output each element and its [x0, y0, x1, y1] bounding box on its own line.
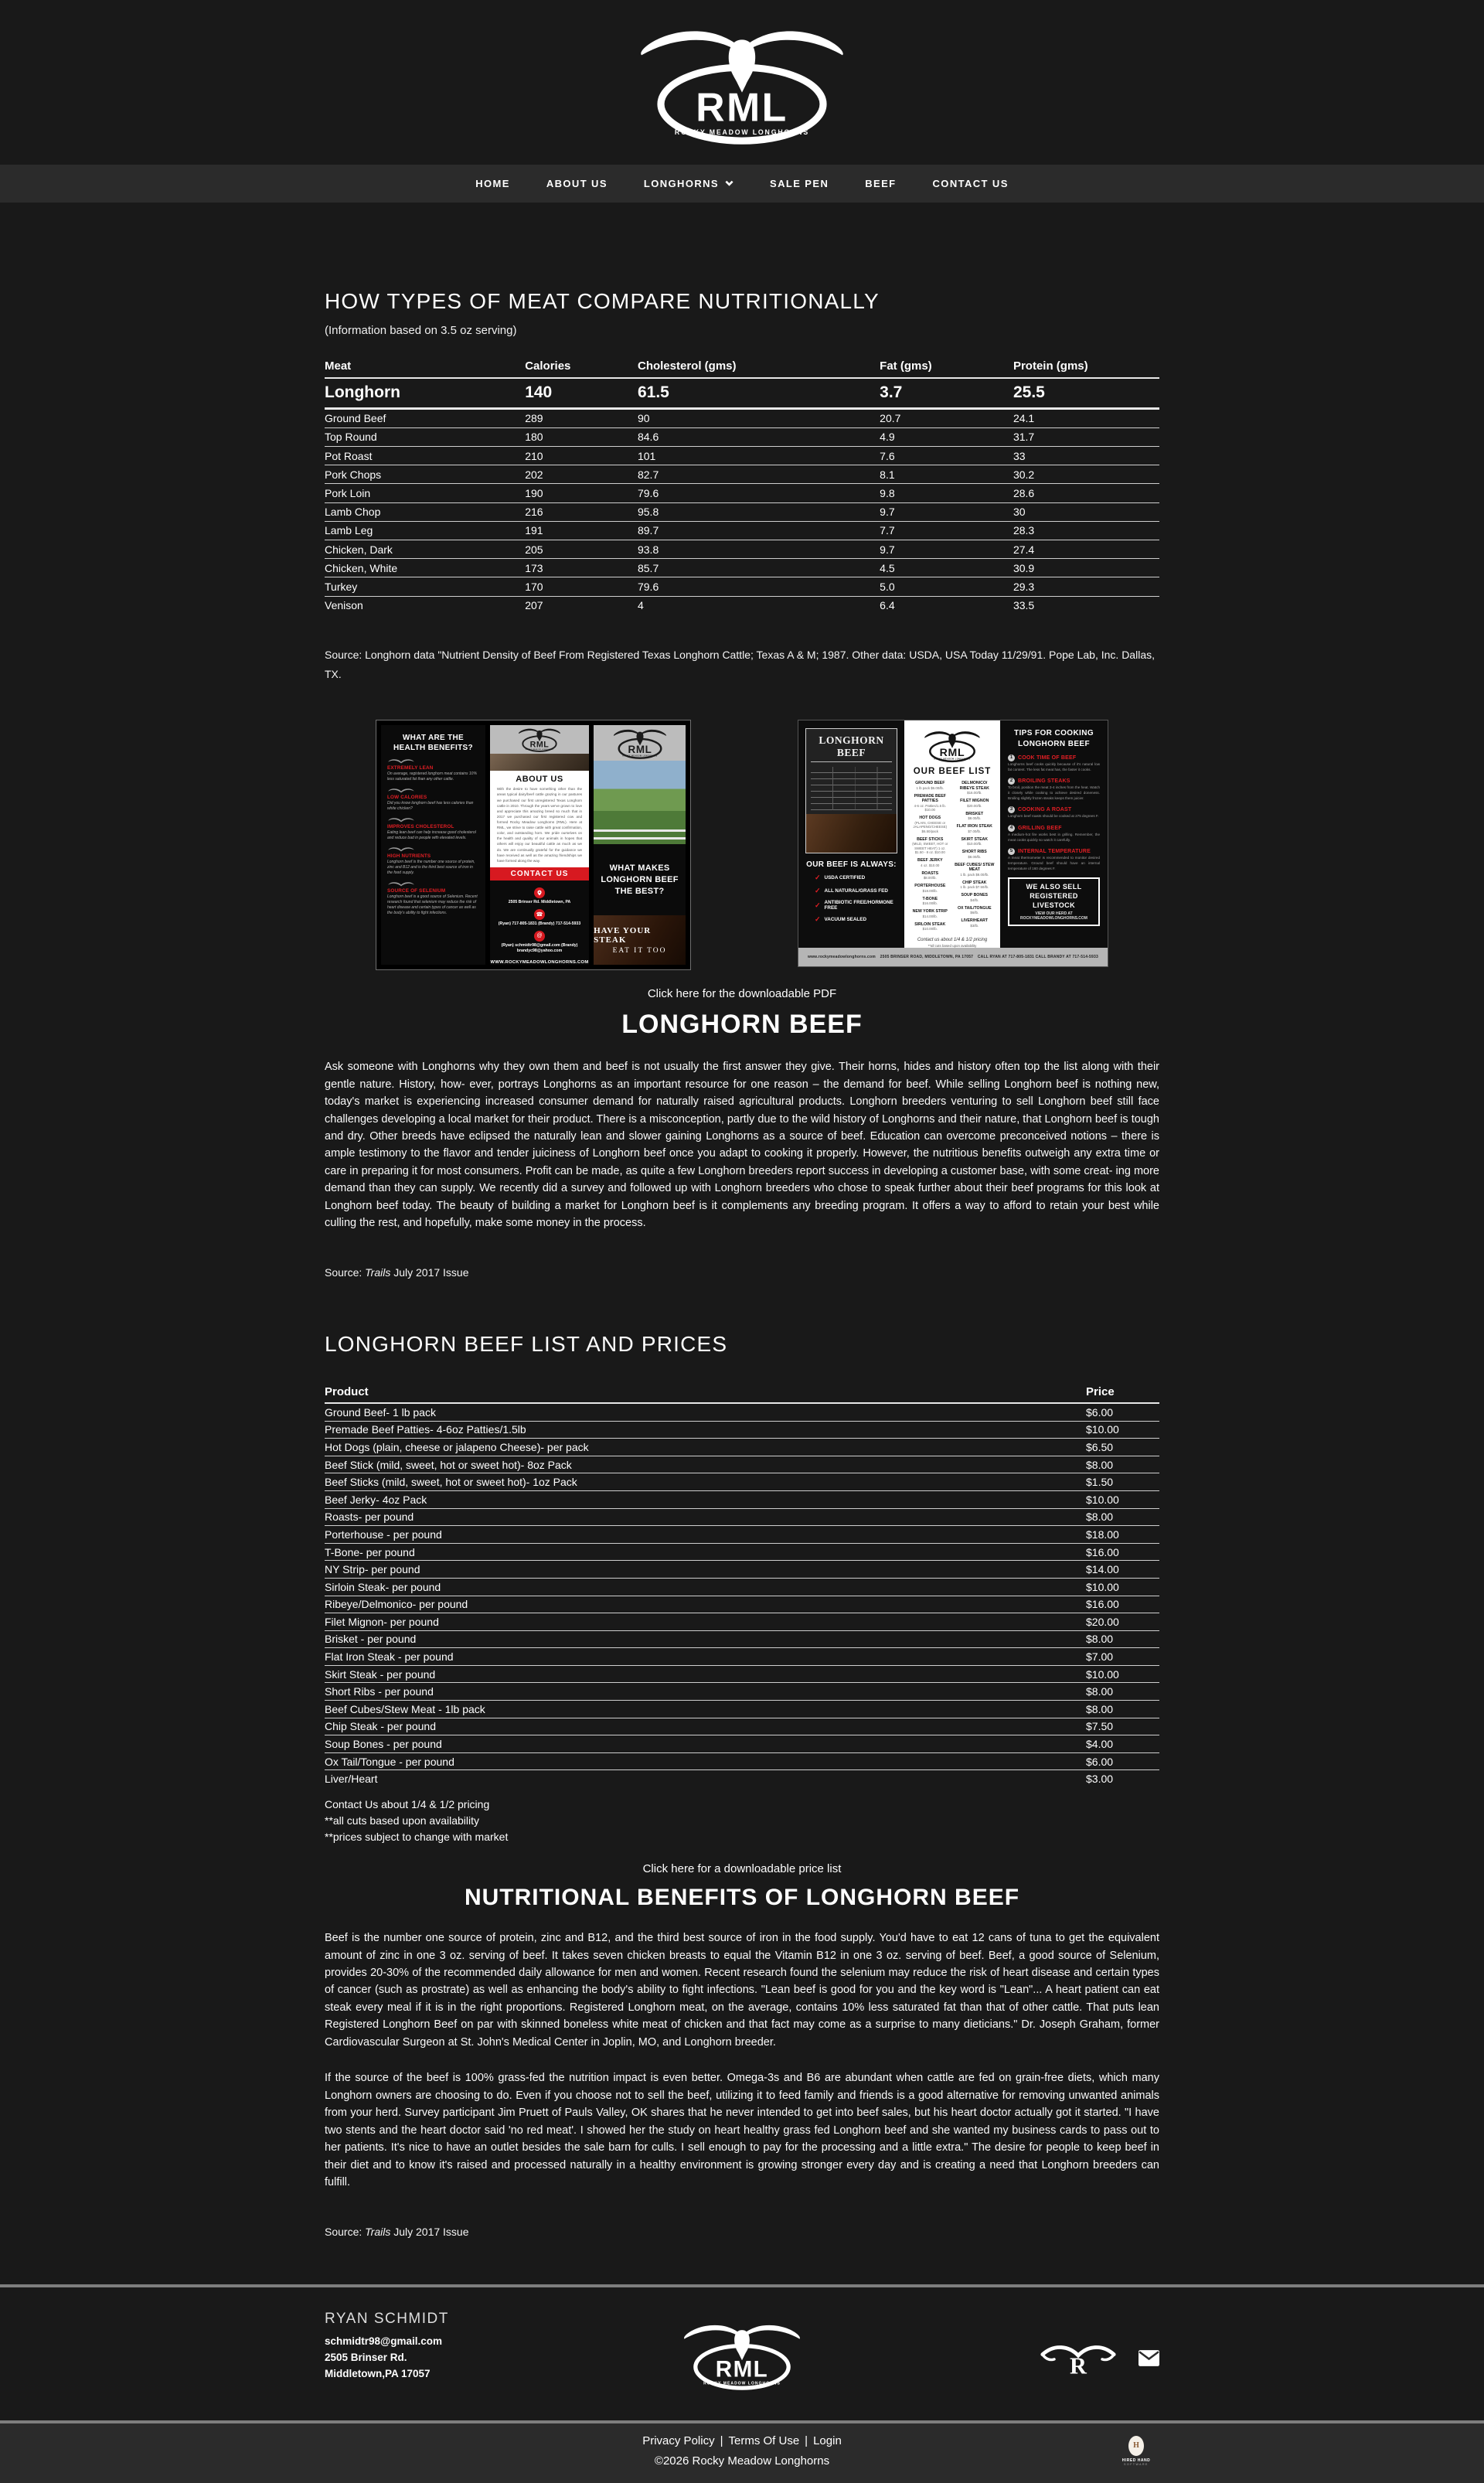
- svg-text:ROCKY MEADOW LONGHORNS: ROCKY MEADOW LONGHORNS: [703, 2381, 781, 2386]
- svg-text:RML: RML: [696, 84, 788, 130]
- brochure1-website: WWW.ROCKYMEADOWLONGHORNS.COM: [490, 960, 589, 966]
- brochure1-phones: (Ryan) 717-805-1831 (Brandy) 717-514-5933: [498, 921, 581, 926]
- chalkboard-table: [811, 767, 892, 810]
- beef-list-item: BEEF JERKY 4 oz. $10.00: [917, 858, 943, 867]
- cooking-tip: 4 GRILLING BEEF A medium-hot fire works best in grilling. Remember, the meat cooks quickly so watch it carefully.: [1008, 825, 1101, 842]
- phone-icon: ☎: [534, 909, 545, 920]
- price-row: Soup Bones - per pound $4.00: [325, 1735, 1159, 1753]
- nutrition-row: Pork Loin 190 79.6 9.8 28.6: [325, 484, 1159, 502]
- price-row: Beef Jerky- 4oz Pack $10.00: [325, 1490, 1159, 1508]
- copyright: ©2026 Rocky Meadow Longhorns: [654, 2454, 830, 2468]
- email-icon[interactable]: [1139, 2350, 1159, 2370]
- beef-list-item: PREMADE BEEF PATTIES 4-6 oz. Patties/1.5 lb. $10.00: [914, 793, 946, 812]
- nav-item-contact-us[interactable]: CONTACT US: [932, 177, 1009, 189]
- brochure2-middle-panel: RML ROCKY MEADOW LONGHORNS OUR BEEF LIST GROUND BEEF 1 lb pack $6.00/lb. PREMADE BEEF PATTIES 4-6 oz. Patties/1.5 lb. $10.00 HOT DOGS (PLAIN, CHEESE or JALAPENO/CHEESE) $6.50/pack BEEF STICKS (MILD, SWEET, HOT or SWEET HEAT) 1 oz. $1.50 - 8 oz. $10.00 BEEF JERKY 4 oz. $10.00 ROASTS $8.00/lb. PORTERHOUSE $18.00/lb. T-BONE $16.00/lb. NEW YORK STRIP $14.00/lb. SIRLOIN STEAK $10.00/lb. DELMONICO/ RIBEYE STEAK $16.00/lb. FILET MIGNON $20.00/lb. BRISKET $8.00/lb. FLAT IRON STEAK $7.00/lb. SKIRT STEAK $10.00/lb. SHORT RIBS $8.00/lb. BEEF CUBES/ STEW MEAT 1 lb. pack $8.00/lb. CHIP STEAK 1 lb. pack $7.50/lb. SOUP BONES $4/lb. OX TAIL/TONGUE $6/lb. LIVER/HEART $3/lb. Contact us about 1/4 & 1/2 pricing **all cuts based upon availability: [904, 720, 1000, 966]
- longhorn-icon: [387, 881, 415, 887]
- beef-list-item: ROASTS $8.00/lb.: [921, 870, 939, 880]
- site-footer: [0, 2284, 1484, 2420]
- family-photo: [490, 754, 589, 771]
- nav-item-about-us[interactable]: ABOUT US: [546, 177, 608, 189]
- footer-links: [325, 2434, 1159, 2447]
- price-table: [325, 1381, 1159, 1787]
- longhorn-icon: [387, 846, 415, 853]
- nutrition-row-longhorn: Longhorn 140 61.5 3.7 25.5: [325, 378, 1159, 409]
- brochure1-right-panel: [594, 725, 686, 965]
- beef-list-item: SKIRT STEAK $10.00/lb.: [961, 836, 989, 846]
- price-list-download-link[interactable]: Click here for a downloadable price list: [642, 1862, 842, 1876]
- nutrition-source: Source: Longhorn data "Nutrient Density of Beef From Registered Texas Longhorn Cattle; Texas A & M; 1987. Other data: USDA, USA Today 11/29/91. Pope Lab, Inc. Dallas, TX.: [325, 648, 1155, 680]
- nutrition-row: Chicken, Dark 205 93.8 9.7 27.4: [325, 540, 1159, 558]
- checklist-item: ✓ ANTIBIOTIC FREE/HORMONE FREE: [815, 900, 893, 911]
- brochure2-right-panel: [1000, 720, 1108, 966]
- nutrition-row: Pork Chops 202 82.7 8.1 30.2: [325, 465, 1159, 484]
- brochure1-emails: (Ryan) schmidtr98@gmail.com (Brandy) brandyc98@yahoo.com: [501, 942, 578, 954]
- nutrition-col-header: Meat: [325, 356, 525, 378]
- nutrition-row: Chicken, White 173 85.7 4.5 30.9: [325, 559, 1159, 577]
- nav-item-home[interactable]: HOME: [475, 177, 510, 189]
- nutrition-col-header: Fat (gms): [880, 356, 1013, 378]
- benefits-source: Source: Trails July 2017 Issue: [325, 2225, 469, 2238]
- svg-text:ROCKY MEADOW LONGHORNS: ROCKY MEADOW LONGHORNS: [674, 128, 810, 136]
- brochure2-logo: [910, 727, 995, 764]
- nutrition-row: Ground Beef 289 90 20.7 24.1: [325, 408, 1159, 427]
- cooking-tip: 1 COOK TIME OF BEEF Longhorns beef cooks quickly because of it's natural low fat content. The less fat meat has, the faster it cooks.: [1008, 754, 1101, 771]
- health-benefit-item: IMPROVES CHOLESTEROL Eating lean beef can help increase good cholesterol and reduce bad in people with elevated levels.: [387, 817, 479, 841]
- beef-list-item: BEEF CUBES/ STEW MEAT 1 lb. pack $8.00/lb.: [955, 862, 995, 877]
- brochure1-left-title: WHAT ARE THE HEALTH BENEFITS?: [393, 734, 473, 753]
- cooking-tip: 5 INTERNAL TEMPERATURE A meat thermometer is recommended to monitor desired temperature. Ground beef should have an internal temperature of 160 degrees F.: [1008, 848, 1101, 870]
- svg-text:RML: RML: [715, 2356, 769, 2383]
- brochure1-left-panel: [381, 725, 485, 965]
- brochure1-middle-panel: [490, 725, 589, 965]
- beef-list-item: OX TAIL/TONGUE $6/lb.: [957, 905, 992, 915]
- nutrition-title: HOW TYPES OF MEAT COMPARE NUTRITIONALLY: [325, 288, 880, 313]
- beef-list-col1: [910, 781, 951, 935]
- brochure2-footer-strip: www.rockymeadowlonghorns.com 2505 BRINSER ROAD, MIDDLETOWN, PA 17057 CALL RYAN AT 717-805-1831 CALL BRANDY AT 717-514-5933: [798, 948, 1108, 966]
- longhorn-brand-icon[interactable]: [1038, 2338, 1118, 2382]
- beef-list-item: T-BONE $16.00/lb.: [922, 896, 938, 906]
- svg-text:ROCKY MEADOW LONGHORNS: ROCKY MEADOW LONGHORNS: [621, 755, 658, 758]
- beef-list-item: HOT DOGS (PLAIN, CHEESE or JALAPENO/CHEESE) $6.50/pack: [913, 816, 948, 833]
- price-row: Short Ribs - per pound $8.00: [325, 1683, 1159, 1701]
- nutrition-col-header: Protein (gms): [1013, 356, 1159, 378]
- price-row: Roasts- per pound $8.00: [325, 1508, 1159, 1526]
- rml-longhorn-logo: [516, 725, 563, 754]
- check-icon: ✓: [815, 887, 821, 895]
- brochure2-left-panel: [798, 720, 904, 966]
- longhorn-icon: [387, 758, 415, 765]
- checklist-item: ✓ USDA CERTIFIED: [815, 874, 866, 882]
- tip-number: 1: [1008, 754, 1015, 761]
- chalkboard-title: LONGHORN BEEF: [811, 734, 892, 762]
- email-at-icon: @: [534, 931, 545, 942]
- beef-list-title: OUR BEEF LIST: [913, 767, 992, 777]
- nutrition-table: [325, 356, 1159, 615]
- longhorn-beef-title: LONGHORN BEEF: [621, 1010, 863, 1040]
- nav-item-beef[interactable]: BEEF: [865, 177, 897, 189]
- contact-us-bar: CONTACT US: [490, 867, 589, 880]
- contact-name: RYAN SCHMIDT: [325, 2310, 449, 2327]
- nutrition-col-header: Calories: [525, 356, 638, 378]
- tip-number: 3: [1008, 806, 1015, 813]
- brochure-image-beef-list: [798, 720, 1108, 967]
- nav-item-sale-pen[interactable]: SALE PEN: [770, 177, 829, 189]
- footer-link-login[interactable]: Login: [813, 2434, 842, 2447]
- brochure1-question: WHAT MAKES LONGHORN BEEF THE BEST?: [601, 863, 679, 896]
- pdf-download-link[interactable]: Click here for the downloadable PDF: [647, 987, 837, 1001]
- longhorn-icon: [387, 817, 415, 823]
- price-col-price: Price: [1086, 1381, 1159, 1403]
- main-nav: [0, 165, 1484, 203]
- link-separator: |: [805, 2434, 808, 2447]
- checklist-item: ✓ ALL NATURAL/GRASS FED: [815, 887, 888, 895]
- footer-link-terms-of-use[interactable]: Terms Of Use: [728, 2434, 800, 2447]
- link-separator: |: [720, 2434, 723, 2447]
- beef-list-item: GROUND BEEF 1 lb pack $6.00/lb.: [915, 781, 945, 790]
- beef-list-item: BEEF STICKS (MILD, SWEET, HOT or SWEET HEAT) 1 oz. $1.50 - 8 oz. $10.00: [912, 836, 948, 855]
- health-benefit-item: SOURCE OF SELENIUM Longhorn beef is a good source of Selenium. Recent research found that selenium may reduce the risk of heart disease and certain types of cancer as well as the body's ability to fight infections.: [387, 881, 479, 916]
- cooking-tip: 3 COOKING A ROAST Longhorn beef roasts should be cooked at 275 degrees F.: [1008, 806, 1099, 819]
- beef-always-list: [805, 874, 897, 924]
- price-row: Porterhouse - per pound $18.00: [325, 1526, 1159, 1544]
- footer-logo: [676, 2315, 808, 2393]
- beef-list-item: SOUP BONES $4/lb.: [961, 893, 989, 902]
- price-row: Beef Cubes/Stew Meat - 1lb pack $8.00: [325, 1701, 1159, 1718]
- price-row: Brisket - per pound $8.00: [325, 1630, 1159, 1648]
- tips-title: TIPS FOR COOKING LONGHORN BEEF: [1013, 729, 1094, 748]
- nav-item-longhorns[interactable]: LONGHORNS: [644, 178, 733, 189]
- steak-photo: HAVE YOUR STEAK EAT IT TOO: [594, 915, 686, 965]
- svg-text:RML: RML: [529, 740, 550, 750]
- check-icon: ✓: [815, 874, 821, 882]
- cooking-tip: 2 BROILING STEAKS To broil, position the meat 3-4 inches from the heat. Watch it closely while cooking to achieve desired doneness. Broiling slightly frozen steaks keeps them juicier.: [1008, 778, 1101, 800]
- svg-text:R: R: [1070, 2352, 1087, 2378]
- price-row: Flat Iron Steak - per pound $7.00: [325, 1648, 1159, 1666]
- brochure-image-health-benefits: [376, 720, 691, 970]
- health-benefit-item: HIGH NUTRIENTS Longhorn beef is the number one source of protein, zinc and B12 and is the third best source of iron in the food supply.: [387, 846, 479, 876]
- beef-always-title: OUR BEEF IS ALWAYS:: [806, 860, 897, 870]
- beef-list-item: FLAT IRON STEAK $7.00/lb.: [956, 824, 992, 833]
- price-row: Liver/Heart $3.00: [325, 1773, 1114, 1786]
- nutrition-row: Turkey 170 79.6 5.0 29.3: [325, 577, 1159, 596]
- nutrition-row: Lamb Leg 191 89.7 7.7 28.3: [325, 521, 1159, 540]
- check-icon: ✓: [815, 915, 821, 924]
- beef-list-item: LIVER/HEART $3/lb.: [961, 918, 989, 928]
- longhorn-icon: [387, 788, 415, 794]
- steak-board-photo: [806, 814, 897, 853]
- nutrition-header-row: [325, 356, 1159, 378]
- price-row: Skirt Steak - per pound $10.00: [325, 1665, 1159, 1683]
- longhorn-beef-source: Source: Trails July 2017 Issue: [325, 1265, 469, 1279]
- price-row: T-Bone- per pound $16.00: [325, 1543, 1159, 1561]
- price-row: Beef Sticks (mild, sweet, hot or sweet hot)- 1oz Pack $1.50: [325, 1473, 1159, 1491]
- price-row: Sirloin Steak- per pound $10.00: [325, 1578, 1159, 1596]
- price-row: Ground Beef- 1 lb pack $6.00: [325, 1403, 1159, 1421]
- price-col-product: Product: [325, 1381, 1086, 1403]
- rml-longhorn-logo: [610, 725, 670, 761]
- beef-list-contact-line: Contact us about 1/4 & 1/2 pricing: [917, 938, 988, 943]
- price-list-title: LONGHORN BEEF LIST AND PRICES: [325, 1331, 728, 1356]
- brochure1-logo: [490, 725, 589, 754]
- hired-hand-logo[interactable]: H HIRED HAND SOFTWARE: [1118, 2436, 1155, 2466]
- beef-list-item: FILET MIGNON $20.00/lb.: [960, 799, 989, 808]
- brochure1-address: 2505 Brinser Rd. Middletown, PA: [508, 899, 571, 904]
- price-notes: Contact Us about 1/4 & 1/2 pricing **all cuts based upon availability **prices subject to change with market: [325, 1798, 509, 1844]
- site-logo[interactable]: [626, 14, 858, 151]
- pasture-photo: [594, 761, 686, 844]
- longhorn-beef-paragraph: Ask someone with Longhorns why they own them and beef is not usually the first answer they give. Their horns, hides and history often top the list along with their gentle nature. History, how- ever, portrays Longhorns as an important resource for one reason – the demand for beef. While selling Longhorn beef is nothing new, today's market is experiencing increased consumer demand for naturally raised agricultural products. Longhorn breeders venturing to sell Longhorn beef still face challenges developing a local market for their product. There is a misconception, partly due to the wild history of Longhorns and their nature, that Longhorn beef is tough and dry. Other breeds have eclipsed the naturally lean and slower gaining Longhorns as a source of beef. Education can overcome preconceived notions – there is ample testimony to the flavor and tender juiciness of Longhorn beef once you adapt to cooking it properly. However, the nutritious benefits outweigh any extra time or care in preparing it for most consumers. Profit can be made, as quite a few Longhorn breeders report success in developing a customer base, with some creat- ing more demand than they can supply. We recently did a survey and followed up with Longhorn breeders who chose to speak further about their beef programs for this look at Longhorn beef today. The beauty of building a market for Longhorn beef is it complements any breeding program. It offers a way to afford to retain your best while culling the rest, and hopefully, make some money in the process.: [325, 1061, 1159, 1230]
- price-row: NY Strip- per pound $14.00: [325, 1561, 1159, 1579]
- price-row: Ribeye/Delmonico- per pound $16.00: [325, 1596, 1159, 1613]
- svg-text:RML: RML: [628, 744, 652, 756]
- about-us-title: ABOUT US: [516, 775, 563, 785]
- price-row: Filet Mignon- per pound $20.00: [325, 1613, 1159, 1631]
- about-us-text: With the desire to have something other than the areas typical dairy/beef cattle grazing in our pastures we purchased our first unregistered Texas Longhorn cattle in 2010. Through the years we've grown to love and appreciate this amazing breed so much that in 2017 we purchased our first registered cow and formed Rocky Meadow Longhorns (RML). Here at RML, we strive to raise cattle with great confirmation, color, and outstanding horn. We pride ourselves on the health and quality of our animals in hopes that others will enjoy our beautiful cattle as much as we do. We are continually grateful for the guidance we have received as well as the amazing friendships we have formed along the way.: [496, 787, 583, 863]
- beef-list-item: PORTERHOUSE $18.00/lb.: [914, 884, 946, 893]
- svg-text:RML: RML: [939, 745, 965, 758]
- hired-hand-monogram: H: [1128, 2436, 1144, 2456]
- contact-address-line2: Middletown,PA 17057: [325, 2367, 431, 2379]
- chevron-down-icon: [725, 180, 733, 186]
- site-header: [0, 0, 1484, 165]
- svg-text:ROCKY MEADOW LONGHORNS: ROCKY MEADOW LONGHORNS: [934, 758, 971, 761]
- check-icon: ✓: [815, 901, 821, 909]
- nutrition-row: Pot Roast 210 101 7.6 33: [325, 447, 1159, 465]
- benefits-paragraph-2: If the source of the beef is 100% grass-fed the nutrition impact is even better. Omega-3s and B6 are abundant when cattle are fed on grain-free diets, which many Longhorn owners are choosing to do. Even if you choose not to sell the beef, utilizing it to feed family and friends is a good alternative for removing unwanted animals from your herd. Survey participant Jim Pruett of Pauls Valley, OK shares that he never intended to get into beef sales, but his heart doctor actually got it started. "I have two stents and the heart doctor said 'no red meat'. I showed her the study on heart healthy grass fed Longhorn beef and she wanted my business cards to pass out to her patients. It's nice to have an outlet besides the sale barn for culls. I sell enough to pay for the processing and a little extra." The desire for people to keep beef in their diet and to know it's raised and processed naturally in a healthy environment is growing stronger every day and is creating a need that Longhorn breeders can fulfill.: [325, 2072, 1159, 2189]
- checklist-item: ✓ VACUUM SEALED: [815, 915, 867, 924]
- beef-list-item: DELMONICO/ RIBEYE STEAK $16.00/lb.: [959, 781, 989, 795]
- nutrition-row: Venison 207 4 6.4 33.5: [325, 599, 1035, 612]
- tips-list: [1008, 754, 1100, 872]
- tip-number: 4: [1008, 825, 1015, 832]
- nutrition-subtitle: (Information based on 3.5 oz serving): [325, 323, 517, 337]
- nutrition-col-header: Cholesterol (gms): [638, 356, 880, 378]
- nutrition-row: Top Round 180 84.6 4.9 31.7: [325, 427, 1159, 446]
- health-benefits-list: [387, 758, 479, 916]
- beef-list-col2: [955, 781, 996, 935]
- price-row: Hot Dogs (plain, cheese or jalapeno Cheese)- per pack $6.50: [325, 1439, 1159, 1456]
- rml-longhorn-logo: [921, 727, 984, 764]
- beef-list-item: BRISKET $8.00/lb.: [965, 811, 984, 821]
- benefits-title: NUTRITIONAL BENEFITS OF LONGHORN BEEF: [464, 1885, 1020, 1911]
- tip-number: 5: [1008, 848, 1015, 855]
- price-row: Premade Beef Patties- 4-6oz Patties/1.5lb $10.00: [325, 1421, 1159, 1439]
- beef-list-item: CHIP STEAK 1 lb. pack $7.50/lb.: [960, 880, 989, 890]
- livestock-box: WE ALSO SELL REGISTERED LIVESTOCK VIEW OUR HERD AT ROCKYMEADOWLONGHORNS.COM: [1008, 877, 1100, 926]
- nutrition-section: [325, 289, 1159, 684]
- rml-longhorn-logo: [676, 2315, 808, 2393]
- main-content: [325, 289, 1159, 2242]
- price-row: Beef Stick (mild, sweet, hot or sweet hot)- 8oz Pack $8.00: [325, 1456, 1159, 1473]
- tip-number: 2: [1008, 778, 1015, 785]
- rml-longhorn-logo: [626, 14, 858, 151]
- brochure1-right-logo: [594, 725, 686, 761]
- health-benefit-item: LOW CALORIES Did you know longhorn beef has less calories than white chicken?: [387, 788, 479, 812]
- benefits-paragraph-1: Beef is the number one source of protein, zinc and B12, and the third best source of iron in the food supply. You'd have to eat 12 cans of tuna to get the equivalent amount of zinc in one 3 oz. serving of beef. It takes seven chicken breasts to equal the Vitamin B12 in one 3 oz. serving of beef. Beef, a good source of Selenium, provides 20-30% of the recommended daily allowance for men and women. Recent research found the selenium may reduce the risk of heart disease and certain types of cancer (such as prostrate) as well as enhancing the body's ability to fight infections. "Lean beef is good for you and the key word is "Lean"... A heart patient can eat steak every meal if it is in the right proportions. Registered Longhorn meat, on the average, contains 10% less saturated fat than that of other cattle. That puts lean Registered Longhorn Beef on par with skinned boneless white meat of chicken and that fact may come as a surprise to many dieticians." Dr. Joseph Graham, former Cardiovascular Surgeon at St. John's Medical Center in Joplin, MO, and Longhorn breeder.: [325, 1932, 1159, 2049]
- footer-link-privacy-policy[interactable]: Privacy Policy: [642, 2434, 715, 2447]
- brochure-images: [325, 720, 1159, 970]
- bottom-bar: [0, 2420, 1484, 2483]
- brochure1-contact-block: [490, 880, 589, 965]
- beef-list-item: SHORT RIBS $8.00/lb.: [962, 850, 987, 859]
- svg-text:ROCKY MEADOW LONGHORNS: ROCKY MEADOW LONGHORNS: [526, 749, 553, 751]
- location-pin-icon: [534, 887, 545, 898]
- health-benefit-item: EXTREMELY LEAN On average, registered longhorn meat contains 10% less saturated fat than any other cattle.: [387, 758, 479, 782]
- chalkboard: [805, 728, 897, 853]
- price-header-row: [325, 1381, 1159, 1403]
- price-row: Ox Tail/Tongue - per pound $6.00: [325, 1752, 1159, 1770]
- beef-list-item: SIRLOIN STEAK $10.00/lb.: [914, 921, 946, 932]
- contact-address-line1: 2505 Brinser Rd.: [325, 2351, 407, 2363]
- contact-email: schmidtr98@gmail.com: [325, 2335, 442, 2347]
- price-row: Chip Steak - per pound $7.50: [325, 1718, 1159, 1735]
- beef-list-item: NEW YORK STRIP $14.00/lb.: [912, 909, 948, 918]
- nutrition-row: Lamb Chop 216 95.8 9.7 30: [325, 502, 1159, 521]
